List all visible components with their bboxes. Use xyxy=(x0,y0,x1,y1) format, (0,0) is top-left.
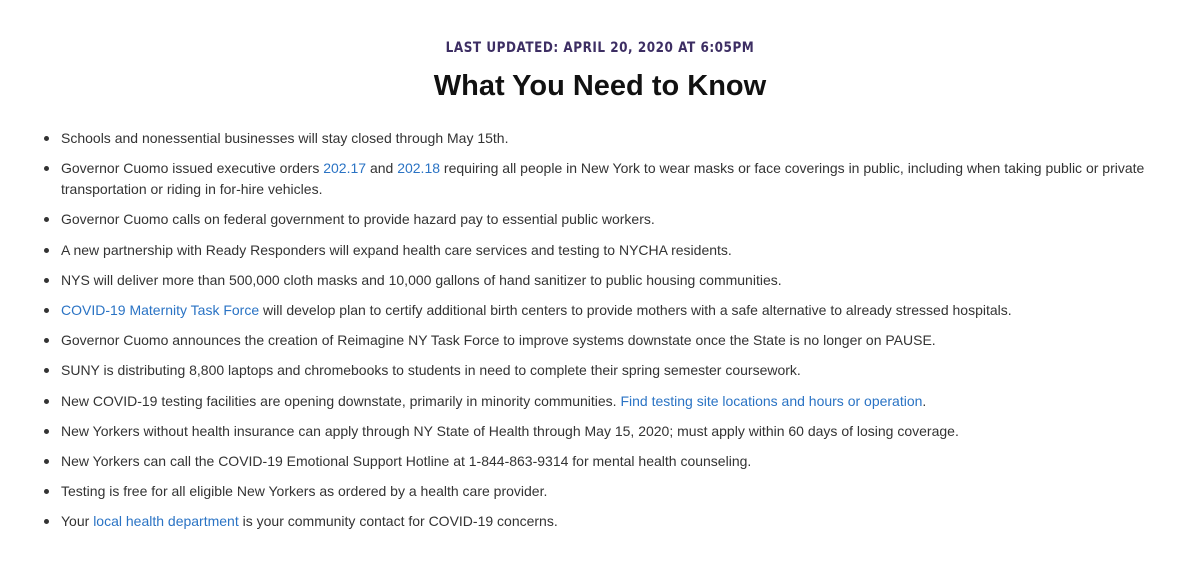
list-item xyxy=(42,158,1182,200)
list-item xyxy=(42,511,1182,532)
list-item-text: New COVID-19 testing facilities are opening downstate, primarily in minority communities. xyxy=(61,392,621,409)
list-item xyxy=(42,391,1182,412)
bullet-icon xyxy=(44,519,49,524)
bullet-icon xyxy=(44,248,49,253)
list-item xyxy=(42,270,1182,291)
bullet-icon xyxy=(44,166,49,171)
list-item-text: Your xyxy=(61,513,94,530)
testing-site-locations-link[interactable]: Find testing site locations and hours or operation xyxy=(620,392,923,409)
bullet-icon xyxy=(44,429,49,434)
list-item-text: New Yorkers without health insurance can apply through NY State of Health through May 15, 2020; must apply within 60 days of losing coverage. xyxy=(61,422,959,439)
bullet-icon xyxy=(44,368,49,373)
bullet-icon xyxy=(44,399,49,404)
list-item xyxy=(42,481,1182,502)
list-item-text: . xyxy=(922,392,927,409)
list-item xyxy=(42,330,1182,351)
page-title: What You Need to Know xyxy=(433,70,767,102)
list-item xyxy=(42,209,1182,230)
list-item-text: SUNY is distributing 8,800 laptops and chromebooks to students in need to complete their spring semester coursework. xyxy=(61,362,801,379)
local-health-department-link[interactable]: local health department xyxy=(93,513,239,530)
list-item-text: Governor Cuomo issued executive orders xyxy=(61,160,324,177)
last-updated-label: LAST UPDATED: APRIL 20, 2020 AT 6:05PM xyxy=(445,40,755,56)
bullet-icon xyxy=(44,136,49,141)
list-item-text: Schools and nonessential businesses will stay closed through May 15th. xyxy=(61,130,509,146)
list-item-text: NYS will deliver more than 500,000 cloth masks and 10,000 gallons of hand sanitizer to public housing communities. xyxy=(61,271,782,288)
list-item xyxy=(42,240,1182,261)
list-item-text: Governor Cuomo calls on federal government to provide hazard pay to essential public workers. xyxy=(61,211,655,228)
bullet-icon xyxy=(44,308,49,313)
list-item xyxy=(42,300,1182,321)
executive-order-202-18-link[interactable]: 202.18 xyxy=(397,160,441,177)
info-list xyxy=(42,128,1182,541)
list-item-text: will develop plan to certify additional birth centers to provide mothers with a safe alternative to already stressed hospitals. xyxy=(259,301,1012,318)
list-item xyxy=(42,421,1182,442)
list-item-text: Testing is free for all eligible New Yorkers as ordered by a health care provider. xyxy=(61,483,548,500)
list-item xyxy=(42,128,1182,149)
bullet-icon xyxy=(44,338,49,343)
list-item-text: requiring all people in New York to wear masks or face coverings in public, including when taking public or private transportation or riding in for-hire vehicles. xyxy=(61,160,1145,198)
list-item-text: and xyxy=(366,160,398,177)
bullet-icon xyxy=(44,489,49,494)
maternity-task-force-link[interactable]: COVID-19 Maternity Task Force xyxy=(61,301,260,318)
bullet-icon xyxy=(44,217,49,222)
list-item-text: New Yorkers can call the COVID-19 Emotional Support Hotline at 1-844-863-9314 for mental health counseling. xyxy=(61,452,752,469)
bullet-icon xyxy=(44,459,49,464)
list-item-text: is your community contact for COVID-19 concerns. xyxy=(238,513,558,530)
list-item xyxy=(42,360,1182,381)
executive-order-202-17-link[interactable]: 202.17 xyxy=(323,160,367,177)
list-item xyxy=(42,451,1182,472)
list-item-text: Governor Cuomo announces the creation of Reimagine NY Task Force to improve systems downstate once the State is no longer on PAUSE. xyxy=(61,332,936,349)
list-item-text: A new partnership with Ready Responders will expand health care services and testing to NYCHA residents. xyxy=(61,241,732,258)
bullet-icon xyxy=(44,278,49,283)
